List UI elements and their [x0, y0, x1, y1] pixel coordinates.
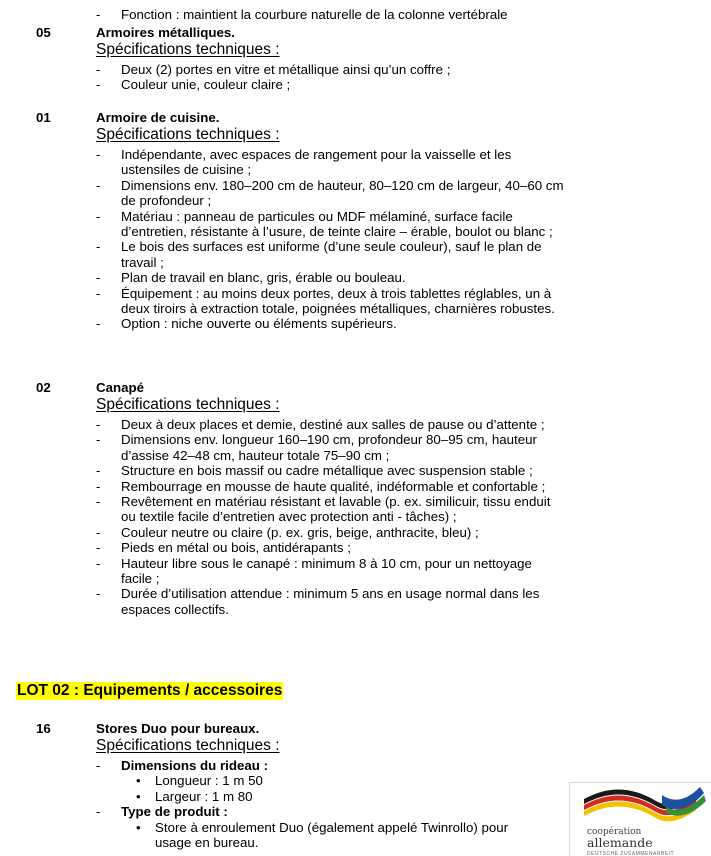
- list-item: [96, 286, 566, 317]
- item-title: Armoire de cuisine.: [96, 110, 220, 125]
- list-item-text: Rembourrage en mousse de haute qualité, indéformable et confortable ;: [121, 478, 546, 494]
- dash-marker: -: [96, 586, 101, 602]
- item-number: 02: [36, 380, 51, 395]
- list-item: [96, 540, 566, 555]
- dash-marker: -: [96, 285, 101, 301]
- specs-heading: Spécifications techniques :: [96, 41, 280, 58]
- item-number: 16: [36, 721, 51, 736]
- item-number: 01: [36, 110, 51, 125]
- list-item: [96, 239, 566, 270]
- bullet-marker: •: [136, 773, 141, 789]
- dash-marker: -: [96, 270, 101, 286]
- list-item-text: Option : niche ouverte ou éléments supérieurs.: [121, 316, 397, 332]
- list-item-text: Couleur unie, couleur claire ;: [121, 77, 291, 93]
- list-item: [121, 789, 566, 804]
- list-item-text: Pieds en métal ou bois, antidérapants ;: [121, 540, 351, 556]
- list-item-text: Plan de travail en blanc, gris, érable ou bouleau.: [121, 270, 406, 286]
- dash-marker: -: [96, 208, 101, 224]
- dash-list: [96, 417, 566, 617]
- dimensions-heading: Dimensions du rideau :: [121, 758, 269, 773]
- list-item-text: Deux (2) portes en vitre et métallique ainsi qu’un coffre ;: [121, 62, 451, 77]
- dash-marker: -: [96, 432, 101, 448]
- list-item: [96, 147, 566, 178]
- list-item: [96, 494, 566, 525]
- dash-marker: -: [96, 494, 101, 510]
- list-item-text: Durée d’utilisation attendue : minimum 5 ans en usage normal dans les espaces collectifs.: [121, 586, 540, 617]
- dash-marker: -: [96, 239, 101, 255]
- lot-heading: LOT 02 : Equipements / accessoires: [17, 682, 283, 699]
- bullet-marker: •: [136, 819, 141, 835]
- list-item: [121, 820, 531, 851]
- dash-marker: -: [96, 7, 101, 22]
- list-item: [96, 804, 566, 850]
- item-title: Armoires métalliques.: [96, 25, 235, 40]
- list-item-text: Équipement : au moins deux portes, deux à trois tablettes réglables, un à deux tiroirs à extraction totale, poignées métalliques, charnières robustes.: [121, 285, 555, 317]
- dash-list: [96, 62, 566, 93]
- dash-marker: -: [96, 758, 101, 773]
- flag-ribbon-icon: [570, 783, 711, 829]
- dash-list: [96, 7, 566, 22]
- logo-line-2: allemande: [587, 835, 653, 850]
- dash-marker: -: [96, 478, 101, 494]
- item-title: Stores Duo pour bureaux.: [96, 721, 260, 736]
- list-item-text: Deux à deux places et demie, destiné aux salles de pause ou d’attente ;: [121, 417, 545, 432]
- dash-marker: -: [96, 147, 101, 162]
- list-item: [96, 525, 566, 540]
- item-number: 05: [36, 25, 51, 40]
- dash-marker: -: [96, 77, 101, 93]
- dash-list: [96, 758, 566, 850]
- list-item-text: Couleur neutre ou claire (p. ex. gris, beige, anthracite, bleu) ;: [121, 524, 479, 540]
- list-item-text: Fonction : maintient la courbure naturelle de la colonne vertébrale: [121, 7, 508, 22]
- list-item: [96, 479, 566, 494]
- dash-marker: -: [96, 316, 101, 332]
- dash-marker: -: [96, 62, 101, 77]
- dash-marker: -: [96, 417, 101, 432]
- dash-marker: -: [96, 555, 101, 571]
- list-item-text: Longueur : 1 m 50: [155, 773, 263, 789]
- list-item-text: Store à enroulement Duo (également appelé Twinrollo) pour usage en bureau.: [155, 819, 509, 851]
- list-item-text: Structure en bois massif ou cadre métallique avec suspension stable ;: [121, 463, 533, 479]
- item-title: Canapé: [96, 380, 145, 395]
- list-item: [96, 209, 566, 240]
- cooperation-allemande-logo: [569, 782, 711, 856]
- list-item: [121, 773, 566, 788]
- specs-heading: Spécifications techniques :: [96, 126, 280, 143]
- list-item: [96, 7, 566, 22]
- list-item: [96, 417, 566, 432]
- list-item: [96, 178, 566, 209]
- list-item: [96, 316, 566, 331]
- dash-marker: -: [96, 540, 101, 556]
- dash-marker: -: [96, 804, 101, 820]
- list-item-text: Matériau : panneau de particules ou MDF mélaminé, surface facile d’entretien, résistante à l’usure, de teinte claire – érable, boulot ou blanc ;: [121, 208, 553, 240]
- dash-marker: -: [96, 463, 101, 479]
- dash-list: [96, 147, 566, 332]
- dash-marker: -: [96, 524, 101, 540]
- list-item: [96, 270, 566, 285]
- specs-heading: Spécifications techniques :: [96, 396, 280, 413]
- logo-line-3: DEUTSCHE ZUSAMMENARBEIT: [587, 851, 675, 856]
- type-heading: Type de produit :: [121, 804, 228, 820]
- list-item-text: Dimensions env. longueur 160–190 cm, profondeur 80–95 cm, hauteur d’assise 42–48 cm, hauteur totale 75–90 cm ;: [121, 432, 537, 463]
- list-item: [96, 586, 566, 617]
- list-item-text: Dimensions env. 180–200 cm de hauteur, 80–120 cm de largeur, 40–60 cm de profondeur ;: [121, 177, 564, 209]
- dash-marker: -: [96, 177, 101, 193]
- list-item-text: Largeur : 1 m 80: [155, 788, 253, 804]
- bullet-list: [121, 773, 566, 804]
- specs-heading: Spécifications techniques :: [96, 737, 280, 754]
- list-item: [96, 62, 566, 77]
- bullet-marker: •: [136, 788, 141, 804]
- list-item: [96, 758, 566, 804]
- list-item: [96, 556, 566, 587]
- bullet-list: [121, 820, 531, 851]
- list-item-text: Revêtement en matériau résistant et lavable (p. ex. similicuir, tissu enduit ou textile facile d’entretien avec protection anti - tâches) ;: [121, 494, 551, 525]
- list-item-text: Indépendante, avec espaces de rangement pour la vaisselle et les ustensiles de cuisine ;: [121, 147, 512, 178]
- list-item: [96, 463, 566, 478]
- list-item-text: Le bois des surfaces est uniforme (d’une seule couleur), sauf le plan de travail ;: [121, 239, 542, 270]
- list-item-text: Hauteur libre sous le canapé : minimum 8 à 10 cm, pour un nettoyage facile ;: [121, 555, 532, 587]
- list-item: [96, 432, 566, 463]
- list-item: [96, 77, 566, 92]
- logo-line-1: coopération: [587, 827, 642, 837]
